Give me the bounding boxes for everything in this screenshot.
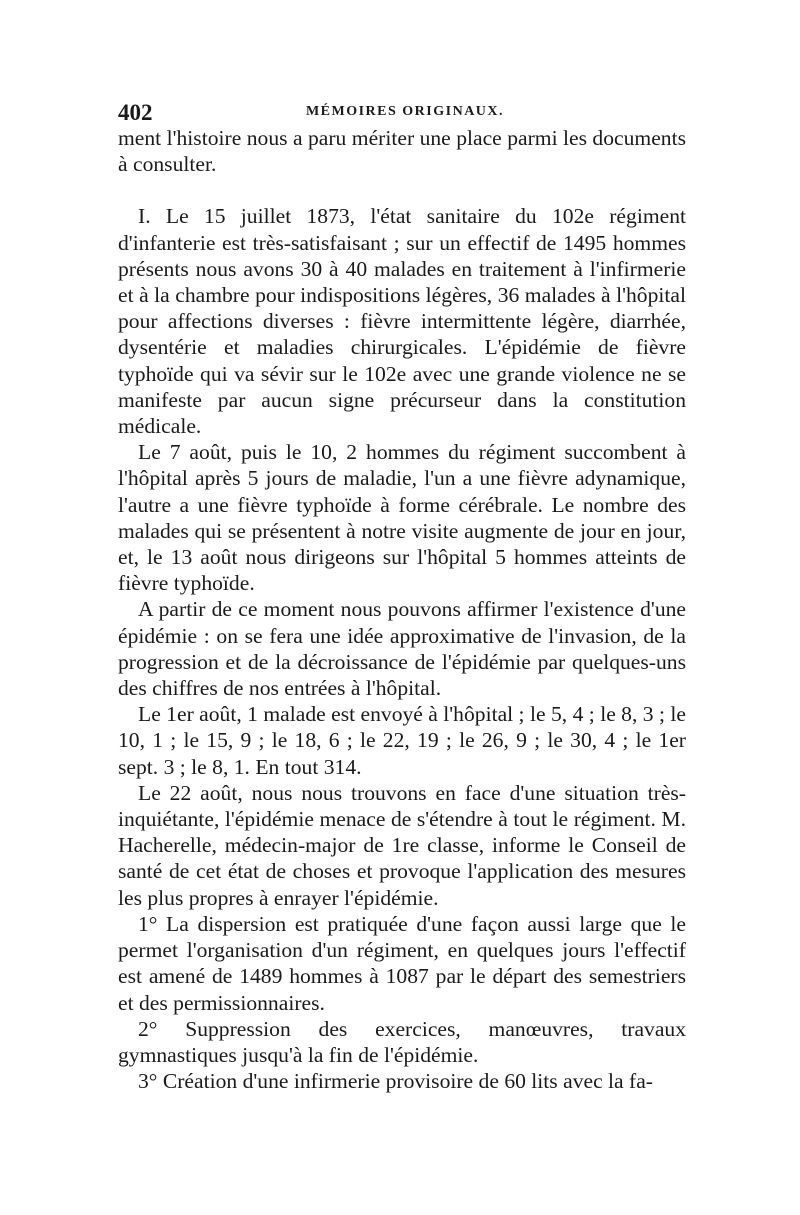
running-title: MÉMOIRES ORIGINAUX. xyxy=(305,104,505,119)
paragraph-measure-dispersion: 1° La dispersion est pratiquée d'une façon aussi large que le permet l'organisation d'un régiment, en quelques jours l'effectif est amené de 1489 hommes à 1087 par le départ des semestriers et des permissionnaires. xyxy=(118,911,686,1015)
paragraph-measure-infirmary: 3° Création d'une infirmerie provisoire de 60 lits avec la fa- xyxy=(138,1069,654,1094)
paragraph-continuation: ment l'histoire nous a paru mériter une place parmi les documents à consulter. xyxy=(118,126,686,177)
paragraph-august-22: Le 22 août, nous nous trouvons en face d'une situation très-inquiétante, l'épidémie menace de s'étendre à tout le régiment. M. Hacherelle, médecin-major de 1re classe, informe le Conseil de santé de cet état de choses et provoque l'application des mesures les plus propres à enrayer l'épidémie. xyxy=(118,780,686,910)
page-number: 402 xyxy=(118,100,153,125)
paragraph-admission-figures: Le 1er août, 1 malade est envoyé à l'hôpital ; le 5, 4 ; le 8, 3 ; le 10, 1 ; le 15, 9 ; le 18, 6 ; le 22, 19 ; le 26, 9 ; le 30, 4 ; le 1er sept. 3 ; le 8, 1. En tout 314. xyxy=(118,702,686,779)
paragraph-section-one: I. Le 15 juillet 1873, l'état sanitaire du 102e régiment d'infanterie est très-satisfaisant ; sur un effectif de 1495 hommes présents nous avons 30 à 40 malades en traitement à l'infirmerie et à la chambre pour indispositions légères, 36 malades à l'hôpital pour affections diverses : fièvre intermittente légère, diarrhée, dysentérie et maladies chirurgicales. L'épidémie de fièvre typhoïde qui va sévir sur le 102e avec une grande violence ne se manifeste par aucun signe précurseur dans la constitution médicale. xyxy=(118,204,686,439)
paragraph-august-deaths: Le 7 août, puis le 10, 2 hommes du régiment succombent à l'hôpital après 5 jours de maladie, l'un a une fièvre adynamique, l'autre a une fièvre typhoïde à forme cérébrale. Le nombre des malades qui se présentent à notre visite augmente de jour en jour, et, le 13 août nous dirigeons sur l'hôpital 5 hommes atteints de fièvre typhoïde. xyxy=(118,440,686,596)
paragraph-measure-suppression: 2° Suppression des exercices, manœuvres, travaux gymnastiques jusqu'à la fin de l'épidémie. xyxy=(118,1016,686,1067)
page-header xyxy=(118,100,692,126)
paragraph-epidemic-affirmed: A partir de ce moment nous pouvons affirmer l'existence d'une épidémie : on se fera une idée approximative de l'invasion, de la progression et de la décroissance de l'épidémie par quelques-uns des chiffres de nos entrées à l'hôpital. xyxy=(118,597,686,701)
body-text xyxy=(118,125,686,1094)
